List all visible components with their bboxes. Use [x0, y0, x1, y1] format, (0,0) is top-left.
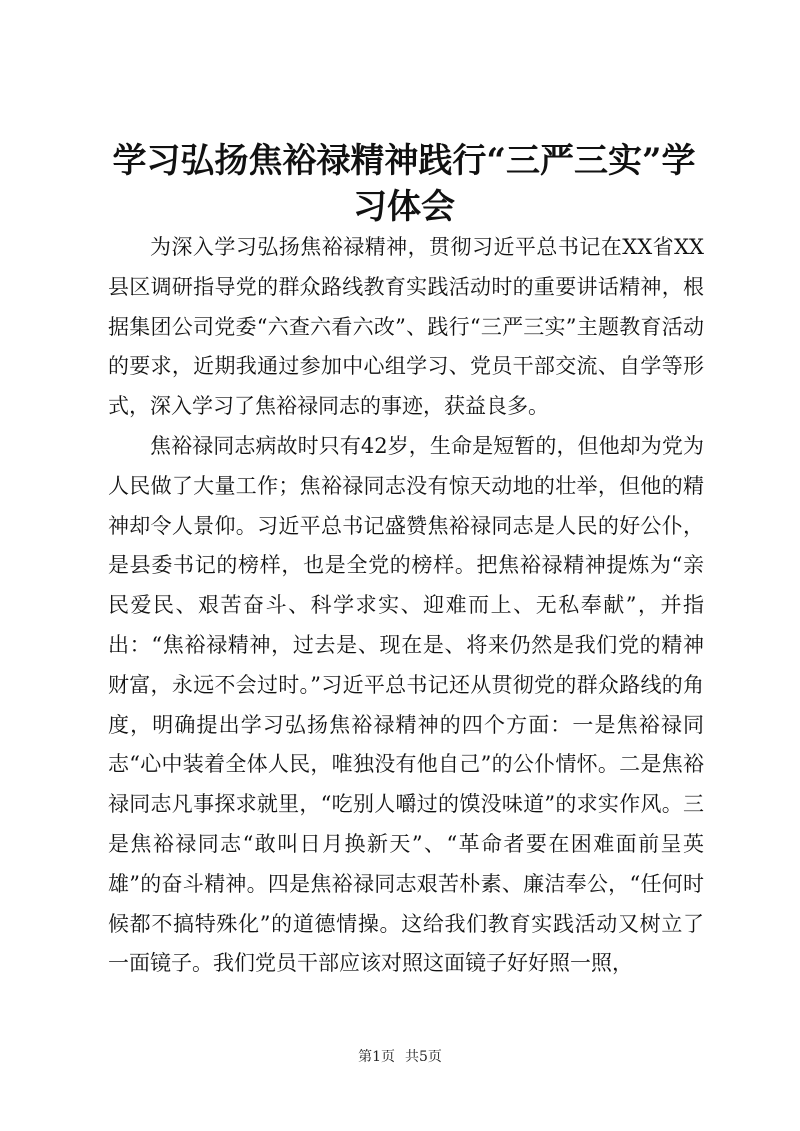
- document-body: [108, 228, 704, 984]
- page-footer: [0, 1047, 800, 1067]
- page-total: 共5页: [405, 1049, 442, 1065]
- document-title: 学习弘扬焦裕禄精神践行“三严三实”学习体会: [112, 141, 696, 227]
- page-number: 第1页: [358, 1049, 395, 1065]
- paragraph-1: 为深入学习弘扬焦裕禄精神，贯彻习近平总书记在XX省XX县区调研指导党的群众路线教育实践活动时的重要讲话精神，根据集团公司党委“六查六看六改”、践行“三严三实”主题教育活动的要求，近期我通过参加中心组学习、党员干部交流、自学等形式，深入学习了焦裕禄同志的事迹，获益良多。: [108, 235, 704, 419]
- paragraph-2: 焦裕禄同志病故时只有42岁，生命是短暂的，但他却为党为人民做了大量工作；焦裕禄同志没有惊天动地的壮举，但他的精神却令人景仰。习近平总书记盛赞焦裕禄同志是人民的好公仆，是县委书记的榜样，也是全党的榜样。把焦裕禄精神提炼为“亲民爱民、艰苦奋斗、科学求实、迎难而上、无私奉献”，并指出：“焦裕禄精神，过去是、现在是、将来仍然是我们党的精神财富，永远不会过时。”习近平总书记还从贯彻党的群众路线的角度，明确提出学习弘扬焦裕禄精神的四个方面：一是焦裕禄同志“心中装着全体人民，唯独没有他自己”的公仆情怀。二是焦裕禄同志凡事探求就里，“吃别人嚼过的馍没味道”的求实作风。三是焦裕禄同志“敢叫日月换新天”、“革命者要在困难面前呈英雄”的奋斗精神。四是焦裕禄同志艰苦朴素、廉洁奉公，“任何时候都不搞特殊化”的道德情操。这给我们教育实践活动又树立了一面镜子。我们党员干部应该对照这面镜子好好照一照，: [108, 433, 704, 976]
